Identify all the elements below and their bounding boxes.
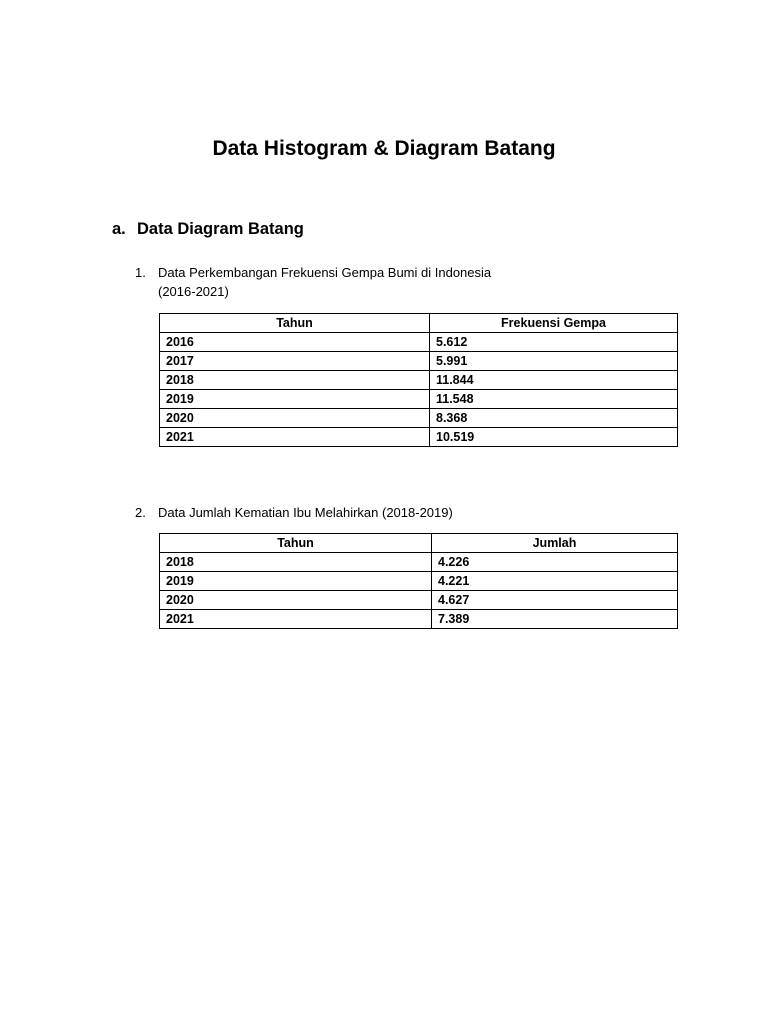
column-header-year: Tahun xyxy=(160,314,430,333)
table-row xyxy=(160,390,678,409)
list-item-number: 2. xyxy=(135,505,146,520)
table-row xyxy=(160,553,678,572)
table-row xyxy=(160,333,678,352)
maternal-death-table xyxy=(159,533,678,629)
list-item-title: Data Jumlah Kematian Ibu Melahirkan (2018-2019) xyxy=(158,505,453,520)
cell-year: 2019 xyxy=(160,390,430,409)
column-header-frequency: Frekuensi Gempa xyxy=(430,314,678,333)
column-header-year: Tahun xyxy=(160,534,432,553)
cell-frequency: 5.991 xyxy=(430,352,678,371)
column-header-count: Jumlah xyxy=(432,534,678,553)
list-item-title-line-1: Data Perkembangan Frekuensi Gempa Bumi di Indonesia xyxy=(158,265,492,280)
cell-count: 4.226 xyxy=(432,553,678,572)
earthquake-frequency-table xyxy=(159,313,678,447)
list-item-title xyxy=(158,263,491,301)
cell-year: 2019 xyxy=(160,572,432,591)
cell-year: 2020 xyxy=(160,409,430,428)
table-row xyxy=(160,371,678,390)
cell-frequency: 11.548 xyxy=(430,390,678,409)
table-row xyxy=(160,591,678,610)
cell-frequency: 10.519 xyxy=(430,428,678,447)
list-item-number: 1. xyxy=(135,265,146,280)
list-item-title-line-2: (2016-2021) xyxy=(158,284,229,299)
cell-frequency: 5.612 xyxy=(430,333,678,352)
section-marker: a. xyxy=(112,220,126,238)
cell-count: 4.627 xyxy=(432,591,678,610)
table-row xyxy=(160,572,678,591)
cell-year: 2021 xyxy=(160,610,432,629)
section-heading xyxy=(112,216,304,242)
table-row xyxy=(160,428,678,447)
table-header-row xyxy=(160,534,678,553)
cell-year: 2020 xyxy=(160,591,432,610)
page-title: Data Histogram & Diagram Batang xyxy=(212,137,556,160)
section-title: Data Diagram Batang xyxy=(137,220,304,238)
cell-year: 2017 xyxy=(160,352,430,371)
cell-frequency: 8.368 xyxy=(430,409,678,428)
table-header-row xyxy=(160,314,678,333)
cell-year: 2021 xyxy=(160,428,430,447)
cell-year: 2018 xyxy=(160,553,432,572)
cell-count: 7.389 xyxy=(432,610,678,629)
cell-frequency: 11.844 xyxy=(430,371,678,390)
table-row xyxy=(160,409,678,428)
table-row xyxy=(160,352,678,371)
table-row xyxy=(160,610,678,629)
cell-year: 2018 xyxy=(160,371,430,390)
cell-year: 2016 xyxy=(160,333,430,352)
cell-count: 4.221 xyxy=(432,572,678,591)
